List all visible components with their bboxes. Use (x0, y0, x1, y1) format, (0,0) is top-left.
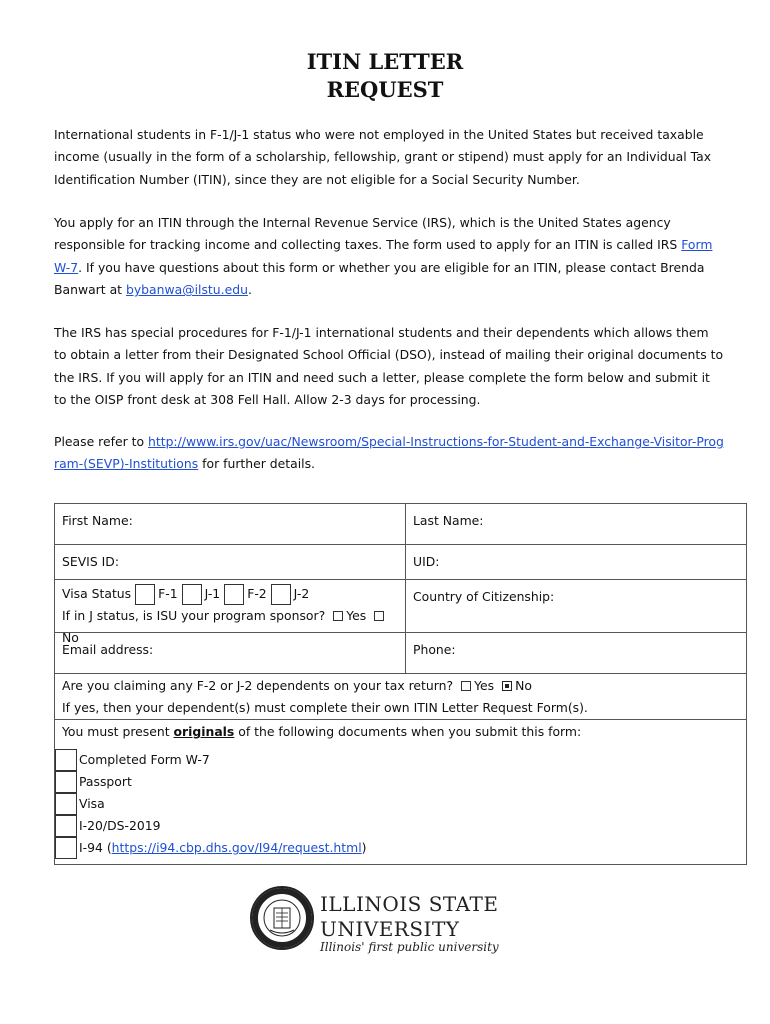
doc-passport-checkbox[interactable] (55, 771, 77, 793)
logo-tagline: Illinois' first public university (320, 940, 499, 954)
doc-w7-label: Completed Form W-7 (79, 752, 210, 767)
visa-status-label: Visa Status (62, 586, 132, 601)
first-name-field[interactable]: First Name: (55, 504, 406, 544)
doc-visa-label: Visa (79, 796, 105, 811)
doc-i94-text: I-94 ( (79, 840, 112, 855)
page-title (0, 48, 770, 104)
visa-status-cell (55, 580, 406, 645)
title-line-1: ITIN LETTER (306, 49, 464, 74)
visa-f2-label: F-2 (247, 586, 267, 601)
refer-text-2: for further details. (198, 456, 315, 472)
dependents-line (62, 675, 739, 697)
itin-paragraph-text-1: You apply for an ITIN through the Internal Revenue Service (IRS), which is the United States agency responsible for tracking income and collecting taxes. The form used to apply for an ITIN is called IRS (54, 215, 682, 253)
last-name-field[interactable]: Last Name: (413, 513, 484, 528)
refer-text-1: Please refer to (54, 434, 148, 449)
title-line-2: REQUEST (326, 77, 444, 102)
dependents-yes-label: Yes (474, 678, 495, 693)
logo-line-2: UNIVERSITY (320, 917, 460, 941)
dependents-no-checkbox[interactable] (502, 681, 512, 691)
dependents-note: If yes, then your dependent(s) must complete their own ITIN Letter Request Form(s). (62, 700, 588, 715)
dependents-cell (55, 674, 746, 719)
visa-j2-checkbox[interactable] (271, 584, 291, 605)
university-logo (250, 886, 510, 966)
logo-line-1: ILLINOIS STATE (320, 892, 499, 916)
dependents-yes-checkbox[interactable] (461, 681, 471, 691)
contact-row (55, 633, 746, 674)
visa-row (55, 580, 746, 645)
dependents-row (55, 674, 746, 720)
sponsor-yes-checkbox[interactable] (333, 611, 343, 621)
doc-passport-label: Passport (79, 774, 132, 789)
doc-i94-end: ) (361, 840, 367, 855)
originals-instruction (55, 720, 746, 743)
sponsor-no-label: No (62, 630, 79, 645)
originals-bold: originals (173, 724, 235, 739)
phone-field[interactable]: Phone: (413, 642, 456, 657)
visa-f2-checkbox[interactable] (224, 584, 244, 605)
visa-j1-label: J-1 (204, 586, 221, 601)
doc-i94-label (79, 837, 366, 859)
email-field[interactable]: Email address: (55, 633, 406, 673)
sponsor-no-checkbox[interactable] (374, 611, 384, 621)
sevis-id-field[interactable]: SEVIS ID: (55, 545, 406, 579)
refer-paragraph (54, 431, 724, 476)
sponsor-yes-label: Yes (346, 608, 367, 623)
university-seal-icon (250, 886, 314, 950)
documents-row (55, 720, 746, 864)
intro-paragraph: International students in F-1/J-1 status who were not employed in the United States but received taxable income (usually in the form of a scholarship, fellowship, grant or stipend) must apply for an Individual Tax Identification Number (ITIN), since they are not eligible for a Social Security Number. (54, 127, 712, 187)
dependents-no-label: No (515, 678, 532, 693)
doc-i20-label: I-20/DS-2019 (79, 818, 161, 833)
originals-text-1: You must present (62, 724, 174, 739)
visa-j1-checkbox[interactable] (182, 584, 202, 605)
documents-list (55, 743, 746, 889)
originals-text-2: of the following documents when you submit this form: (234, 724, 582, 739)
procedures-paragraph: The IRS has special procedures for F-1/J-1 international students and their dependents which allows them to obtain a letter from their Designated School Official (DSO), instead of mailing their original documents to the IRS. If you will apply for an ITIN and need such a letter, please complete the form below and submit it to the OISP front desk at 308 Fell Hall. Allow 2-3 days for processing. (54, 325, 724, 408)
dependents-question: Are you claiming any F-2 or J-2 dependents on your tax return? (62, 678, 454, 693)
name-row (55, 504, 746, 545)
itin-paragraph-end: . (247, 282, 252, 298)
contact-email-link[interactable]: bybanwa@ilstu.edu (125, 282, 248, 298)
visa-f1-label: F-1 (158, 586, 178, 601)
irs-instructions-link[interactable]: http://www.irs.gov/uac/Newsroom/Special-Instructions-for-Student-and-Exchange-Visitor-Program-(SEVP)-Institutions (54, 434, 724, 472)
itin-request-form (54, 503, 747, 865)
sponsor-question: If in J status, is ISU your program sponsor? (62, 608, 326, 623)
visa-status-line (62, 583, 398, 605)
visa-j2-label: J-2 (293, 586, 310, 601)
doc-i94-checkbox[interactable] (55, 837, 77, 859)
visa-f1-checkbox[interactable] (135, 584, 155, 605)
itin-paragraph-text-2: . If you have questions about this form or whether you are eligible for an ITIN, please contact Brenda Banwart at (54, 259, 705, 298)
country-field[interactable]: Country of Citizenship: (413, 589, 555, 604)
uid-field[interactable]: UID: (413, 554, 440, 569)
doc-visa-checkbox[interactable] (55, 793, 77, 815)
i94-link[interactable]: https://i94.cbp.dhs.gov/I94/request.html (111, 840, 362, 855)
doc-w7-checkbox[interactable] (55, 749, 77, 771)
id-row (55, 545, 746, 580)
form-w7-link[interactable]: Form W-7 (54, 237, 713, 275)
itin-paragraph (54, 212, 724, 302)
doc-i20-checkbox[interactable] (55, 815, 77, 837)
